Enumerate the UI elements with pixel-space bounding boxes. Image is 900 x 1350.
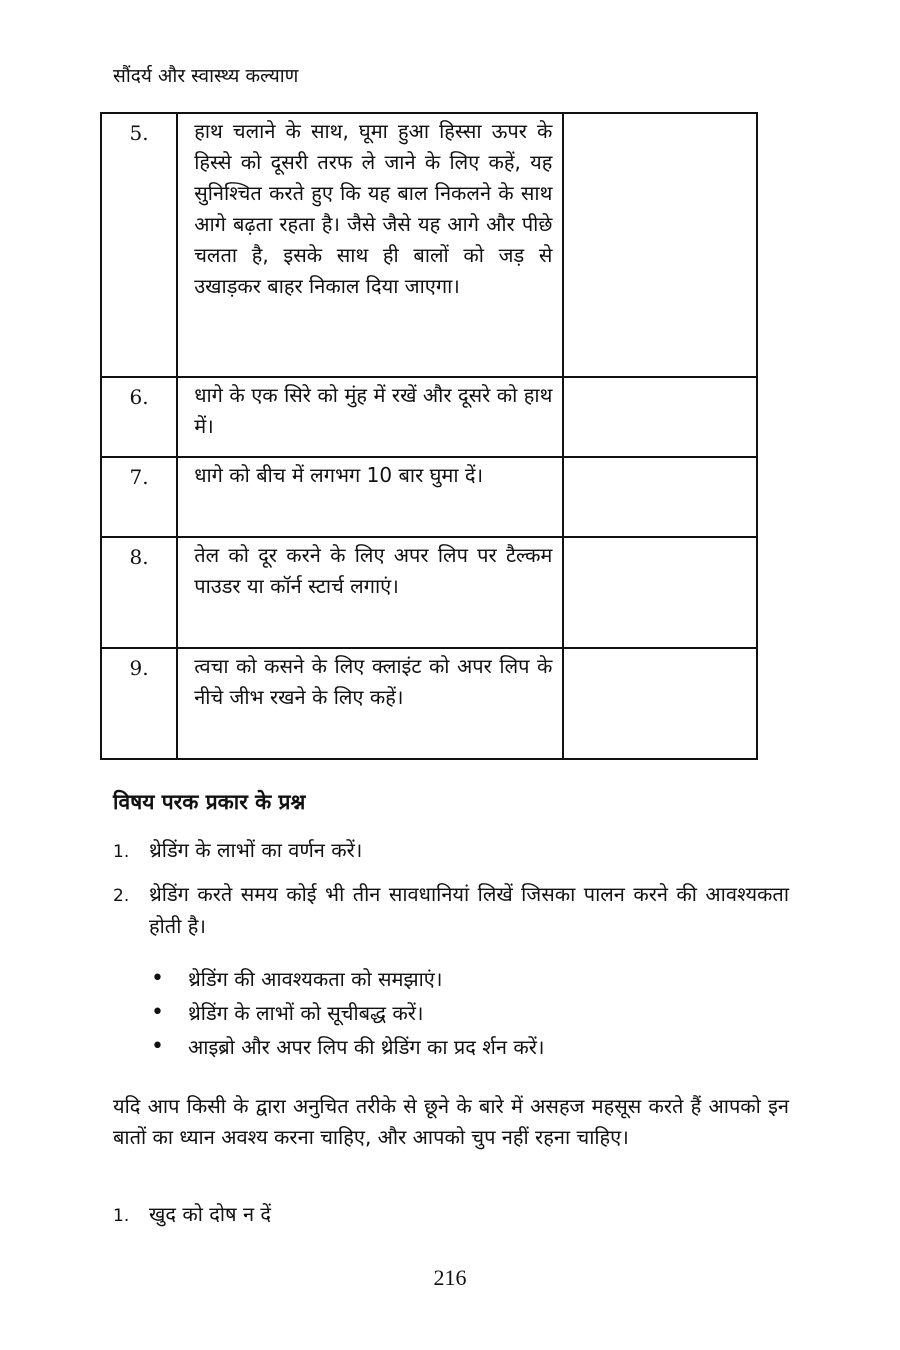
bullet-text: थ्रेडिंग की आवश्यकता को समझाएं। [188, 967, 443, 991]
bullet-text: आइब्रो और अपर लिप की थ्रेडिंग का प्रद र्शन करें। [188, 1035, 545, 1059]
bullet-text: थ्रेडिंग के लाभों को सूचीबद्ध करें। [188, 1001, 424, 1025]
bullet-icon: • [151, 1034, 164, 1059]
empty-cell [563, 377, 757, 457]
question-text: थ्रेडिंग के लाभों का वर्णन करें। [149, 838, 363, 862]
question-number: 2. [113, 886, 130, 906]
empty-cell [563, 113, 757, 377]
step-number: 7. [101, 457, 177, 537]
empty-cell [563, 537, 757, 648]
table-row [101, 113, 757, 377]
item-text: खुद को दोष न दें [149, 1202, 272, 1226]
table-row [101, 537, 757, 648]
list-item [150, 996, 544, 1030]
step-text: धागे के एक सिरे को मुंह में रखें और दूसरे को हाथ में। [177, 377, 563, 457]
step-number: 6. [101, 377, 177, 457]
empty-cell [563, 457, 757, 537]
page-number: 216 [433, 1265, 467, 1290]
question-number: 1. [113, 842, 130, 862]
question-item [113, 834, 789, 866]
step-text: त्वचा को कसने के लिए क्लाइंट को अपर लिप के नीचे जीभ रखने के लिए कहें। [177, 648, 563, 759]
step-number: 9. [101, 648, 177, 759]
item-number: 1. [113, 1206, 130, 1226]
step-number: 8. [101, 537, 177, 648]
advice-paragraph: यदि आप किसी के द्वारा अनुचित तरीके से छूने के बारे में असहज महसूस करते हैं आपको इन बातों का ध्यान अवश्य करना चाहिए, और आपको चुप नहीं रहना चाहिए। [113, 1094, 789, 1149]
list-item [150, 962, 544, 996]
bullet-list [150, 962, 544, 1064]
question-text: थ्रेडिंग करते समय कोई भी तीन सावधानियां लिखें जिसका पालन करने की आवश्यकता होती है। [149, 882, 789, 938]
table-row [101, 457, 757, 537]
step-text: तेल को दूर करने के लिए अपर लिप पर टैल्कम पाउडर या कॉर्न स्टार्च लगाएं। [177, 537, 563, 648]
step-text: धागे को बीच में लगभग 10 बार घुमा दें। [177, 457, 563, 537]
table-row [101, 648, 757, 759]
section-title: विषय परक प्रकार के प्रश्न [113, 790, 306, 814]
step-number: 5. [101, 113, 177, 377]
question-item [113, 878, 789, 942]
final-list-item [113, 1198, 789, 1230]
bullet-icon: • [151, 1000, 164, 1025]
list-item [150, 1030, 544, 1064]
steps-table [100, 112, 758, 760]
empty-cell [563, 648, 757, 759]
step-text: हाथ चलाने के साथ, घूमा हुआ हिस्सा ऊपर के हिस्से को दूसरी तरफ ले जाने के लिए कहें, यह सुनिश्चित करते हुए कि यह बाल निकलने के साथ आगे बढ़ता रहता है। जैसे जैसे यह आगे और पीछे चलता है, इसके साथ ही बालों को जड़ से उखाड़कर बाहर निकाल दिया जाएगा। [177, 113, 563, 377]
bullet-icon: • [151, 966, 164, 991]
table-row [101, 377, 757, 457]
running-header: सौंदर्य और स्वास्थ्य कल्याण [113, 65, 299, 87]
